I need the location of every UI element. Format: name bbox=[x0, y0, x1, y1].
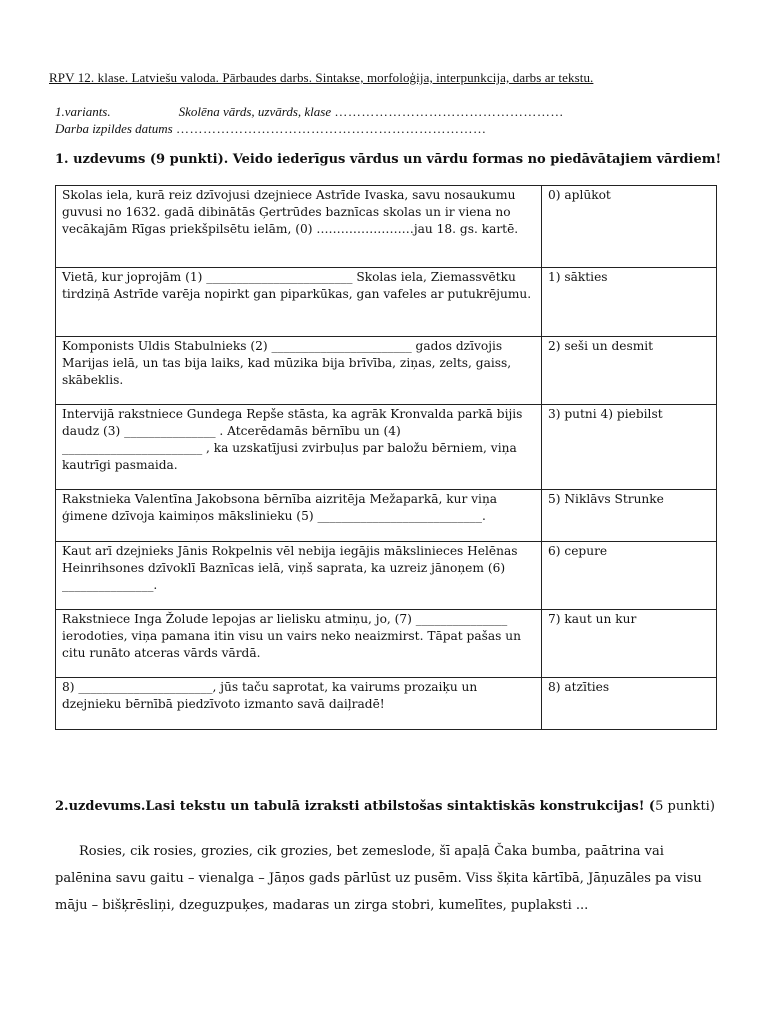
table-row bbox=[56, 405, 717, 490]
base-word-cell: 7) kaut un kur bbox=[542, 610, 717, 678]
variant-student-line bbox=[55, 104, 564, 120]
date-field[interactable]: …………………………………………………………… bbox=[175, 121, 487, 136]
course-header: RPV 12. klase. Latviešu valoda. Pārbaudes darbs. Sintakse, morfoloģija, interpunkcija, darbs ar tekstu. bbox=[49, 70, 594, 85]
table-row bbox=[56, 678, 717, 730]
base-word-cell: 6) cepure bbox=[542, 542, 717, 610]
sentence-cell: Komponists Uldis Stabulnieks (2) _______________________ gados dzīvojis Marijas ielā, un tas bija laiks, kad mūzika bija brīvība, ziņas, zelts, gaiss, skābeklis. bbox=[56, 337, 542, 405]
sentence-cell: Kaut arī dzejnieks Jānis Rokpelnis vēl nebija iegājis mākslinieces Helēnas Heinrihsones dzīvoklī Baznīcas ielā, viņš saprata, ka uzreiz jānoņem (6) _______________. bbox=[56, 542, 542, 610]
base-word-cell: 2) seši un desmit bbox=[542, 337, 717, 405]
base-word-cell: 1) sākties bbox=[542, 268, 717, 337]
table-row bbox=[56, 268, 717, 337]
base-word-cell: 8) atzīties bbox=[542, 678, 717, 730]
date-label: Darba izpildes datums bbox=[55, 121, 173, 136]
sentence-cell: Rakstniece Inga Žolude lepojas ar lielisku atmiņu, jo, (7) _______________ ierodoties, viņa pamana itin visu un vairs neko neaizmirst. Tāpat pašas un citu runāto atceras vārds vārdā. bbox=[56, 610, 542, 678]
sentence-cell: Skolas iela, kurā reiz dzīvojusi dzejniece Astrīde Ivaska, savu nosaukumu guvusi no 1632. gadā dibinātās Ģertrūdes baznīcas skolas un ir viena no vecākajām Rīgas priekšpilsētu ielām, (0) ……………………jau 18. gs. kartē. bbox=[56, 186, 542, 268]
table-row bbox=[56, 490, 717, 542]
variant-label: 1.variants. bbox=[55, 104, 111, 119]
task2-instruction: 2.uzdevums.Lasi tekstu un tabulā izraksti atbilstošas sintaktiskās konstrukcijas! ( bbox=[55, 799, 656, 814]
sentence-cell: Rakstnieka Valentīna Jakobsona bērnība aizritēja Mežaparkā, kur viņa ģimene dzīvoja kaimiņos mākslinieku (5) ___________________________. bbox=[56, 490, 542, 542]
task1-title: 1. uzdevums (9 punkti). Veido iederīgus vārdus un vārdu formas no piedāvātajiem vārdiem! bbox=[55, 152, 722, 167]
sentence-cell: Vietā, kur joprojām (1) ________________________ Skolas iela, Ziemassvētku tirdziņā Astrīde varēja nopirkt gan piparkūkas, gan vafeles ar putukrējumu. bbox=[56, 268, 542, 337]
date-line bbox=[55, 121, 486, 137]
task1-table bbox=[55, 185, 717, 730]
base-word-cell: 0) aplūkot bbox=[542, 186, 717, 268]
base-word-cell: 5) Niklāvs Strunke bbox=[542, 490, 717, 542]
sentence-cell: Intervijā rakstniece Gundega Repše stāsta, ka agrāk Kronvalda parkā bijis daudz (3) _______________ . Atcerēdamās bērnību un (4) _______________________ , ka uzskatījusi zvirbuļus par baložu bērniem, viņa kautrīgi pasmaida. bbox=[56, 405, 542, 490]
task2-title bbox=[55, 799, 715, 814]
table-row bbox=[56, 337, 717, 405]
sentence-cell: 8) ______________________, jūs taču saprotat, ka vairums prozaiķu un dzejnieku bērnībā piedzīvoto izmanto savā daiļradē! bbox=[56, 678, 542, 730]
reading-paragraph: Rosies, cik rosies, grozies, cik grozies, bet zemeslode, šī apaļā Čaka bumba, paātrina vai palēnina savu gaitu – vienalga – Jāņos gads pārlūst uz pusēm. Viss šķita kārtībā, Jāņuzāles pa visu māju – bišķrēsliņi, dzeguzpuķes, madaras un zirga stobri, kumelītes, puplaksti ... bbox=[55, 844, 702, 913]
student-name-field[interactable]: …………………………………………… bbox=[334, 104, 564, 119]
base-word-cell: 3) putni 4) piebilst bbox=[542, 405, 717, 490]
table-row bbox=[56, 610, 717, 678]
table-row bbox=[56, 542, 717, 610]
reading-text bbox=[55, 838, 715, 919]
task2-points: 5 punkti) bbox=[655, 799, 715, 814]
student-name-label: Skolēna vārds, uzvārds, klase bbox=[178, 104, 332, 119]
table-row bbox=[56, 186, 717, 268]
